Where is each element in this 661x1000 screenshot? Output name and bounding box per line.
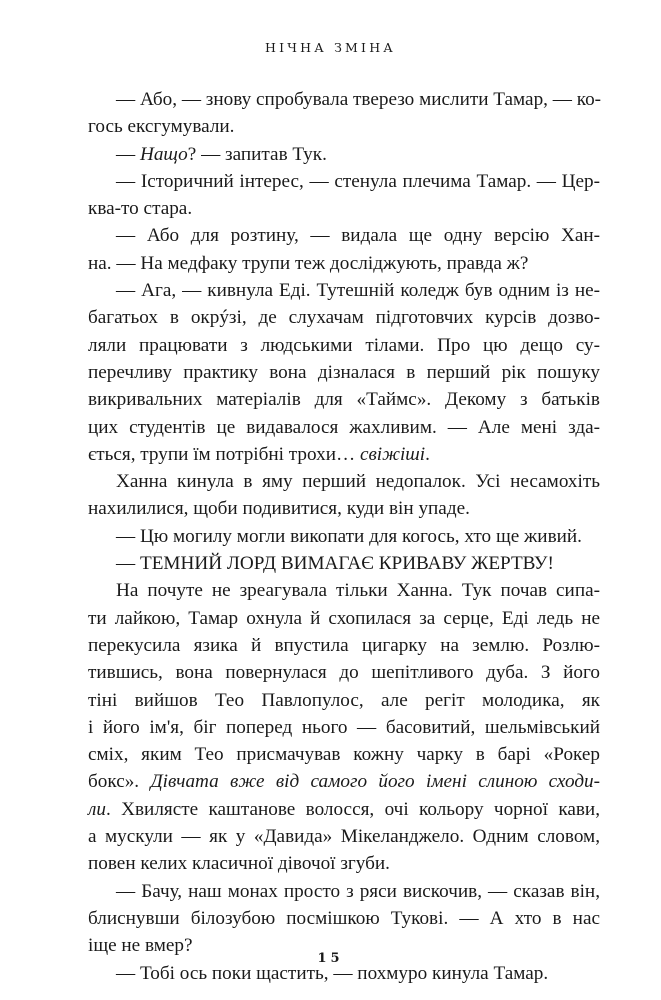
text-line: тіні вийшов Тео Павлопулос, але регіт молодика, як bbox=[88, 689, 600, 711]
text-line: гось ексгумували. bbox=[88, 116, 235, 138]
page-number: 15 bbox=[317, 951, 344, 966]
text-line: ляли працювати з людськими тілами. Про цю дещо су- bbox=[88, 334, 600, 356]
text-line: — Або, — знову спробувала тверезо мислити Тамар, — ко- bbox=[116, 89, 602, 110]
text-line: — ТЕМНИЙ ЛОРД ВИМАГАЄ КРИВАВУ ЖЕРТВУ! bbox=[116, 553, 554, 575]
text-line: — Історичний інтерес, — стенула плечима Тамар. — Цер- bbox=[116, 170, 600, 192]
text-line: — Нащо? — запитав Тук. bbox=[116, 143, 327, 165]
text-line: — Бачу, наш монах просто з ряси вискочив, — сказав він, bbox=[116, 880, 600, 902]
text-line: — Або для розтину, — видала ще одну версію Хан- bbox=[116, 225, 600, 247]
text-line: нахилилися, щоби подивитися, куди він упаде. bbox=[88, 498, 470, 520]
text-line: викривальних матеріалів для «Таймс». Декому з батьків bbox=[88, 389, 600, 411]
text-line: повен келих класичної дівочої згуби. bbox=[88, 853, 390, 875]
text-line: ється, трупи їм потрібні трохи… свіжіші. bbox=[88, 443, 430, 465]
text-line: — Тобі ось поки щастить, — похмуро кинула Тамар. bbox=[116, 962, 549, 984]
running-header: НІЧНА ЗМІНА bbox=[265, 40, 396, 55]
text-line: цих студентів це видавалося жахливим. — Але мені зда- bbox=[88, 416, 600, 438]
text-line: бокс». Дівчата вже від самого його імені слиною сходи- bbox=[88, 771, 601, 793]
body-text bbox=[88, 86, 600, 987]
text-line: і його ім'я, біг поперед нього — басовитий, шельмівський bbox=[88, 716, 600, 738]
text-line: — Ага, — кивнула Еді. Тутешній коледж був одним із не- bbox=[116, 280, 600, 302]
text-line: на. — На медфаку трупи теж досліджують, правда ж? bbox=[88, 252, 529, 274]
text-line: ква-то стара. bbox=[88, 198, 193, 220]
text-line: Ханна кинула в яму перший недопалок. Усі несамохіть bbox=[116, 471, 600, 493]
text-line: іще не вмер? bbox=[88, 935, 193, 957]
text-line: блиснувши білозубою посмішкою Тукові. — А хто в нас bbox=[88, 907, 600, 929]
text-line: перечливу практику вона дізналася в перший рік пошуку bbox=[88, 361, 600, 383]
text-line: На почуте не зреагувала тільки Ханна. Тук почав сипа- bbox=[116, 580, 600, 602]
text-line: перекусила язика й впустила цигарку на землю. Розлю- bbox=[88, 634, 600, 656]
text-line: а мускули — як у «Давида» Мікеланджело. Одним словом, bbox=[88, 826, 600, 848]
text-line: ли. Хвилясте каштанове волосся, очі кольору чорної кави, bbox=[88, 798, 600, 820]
text-line: сміх, яким Тео присмачував кожну чарку в барі «Рокер bbox=[88, 744, 600, 766]
text-line: тившись, вона повернулася до шепітливого дуба. З його bbox=[88, 662, 600, 684]
text-line: ти лайкою, Тамар охнула й схопилася за серце, Еді ледь не bbox=[88, 607, 600, 629]
text-line: багатьох в окрýзі, де слухачам підготовчих курсів дозво- bbox=[88, 307, 600, 329]
text-line: — Цю могилу могли викопати для когось, хто ще живий. bbox=[116, 525, 582, 547]
